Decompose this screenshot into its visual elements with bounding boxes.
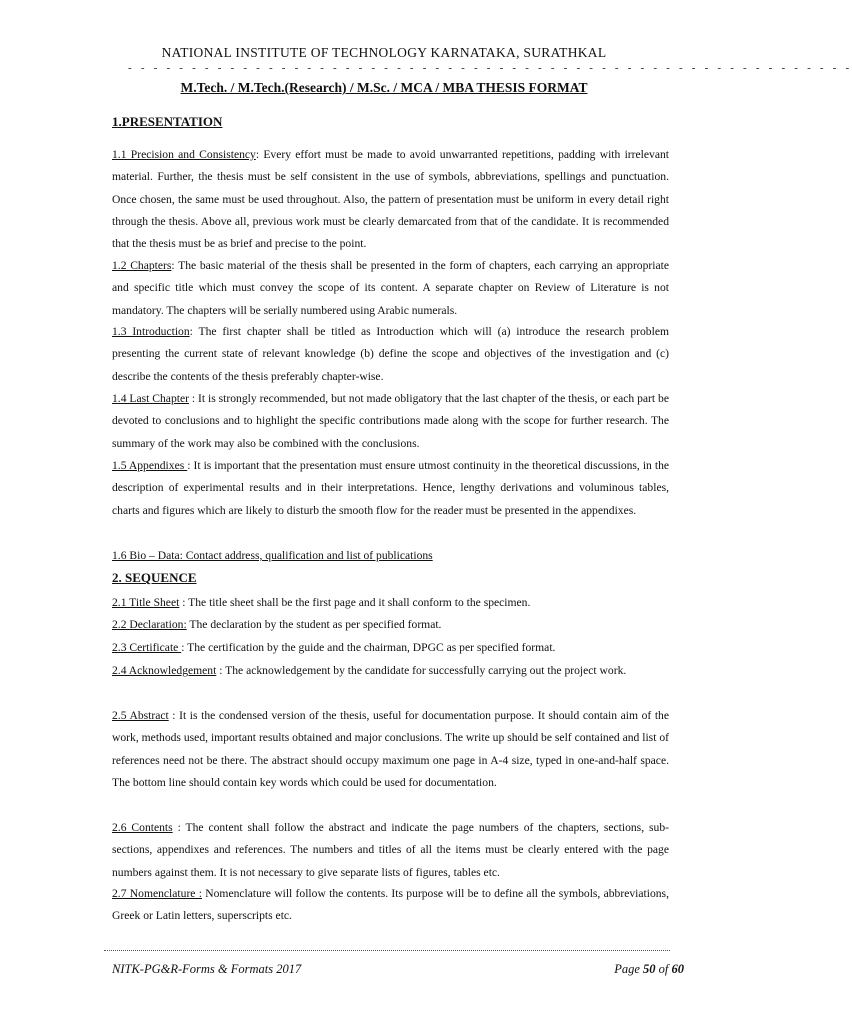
paragraph-2-6 (112, 817, 669, 884)
paragraph-label: 1.2 Chapters (112, 259, 172, 272)
paragraph-2-1 (112, 592, 669, 614)
paragraph-label: 1.6 Bio – Data: Contact address, qualification and list of publications (112, 549, 433, 562)
paragraph-text: The declaration by the student as per specified format. (189, 618, 442, 631)
paragraph-1-4 (112, 388, 669, 455)
paragraph-separator: : (216, 664, 226, 677)
paragraph-label: 2.4 Acknowledgement (112, 664, 217, 677)
paragraph-label: 2.2 Declaration: (112, 618, 187, 631)
paragraph-1-6 (112, 545, 669, 567)
paragraph-text: The acknowledgement by the candidate for successfully carrying out the project work. (225, 664, 627, 677)
header-dashed-rule: - - - - - - - - - - - - - - - - - - - - - - - - - - - - - - - - - - - - - - - - - - - - - - - - - - - - - - - - - (128, 62, 852, 74)
page-prefix: Page (614, 962, 644, 976)
footer-dotted-rule (104, 950, 670, 951)
page-of: of (655, 962, 672, 976)
document-title: M.Tech. / M.Tech.(Research) / M.Sc. / MCA / MBA THESIS FORMAT (180, 80, 588, 95)
paragraph-separator: : (171, 259, 179, 272)
paragraph-label: 2.5 Abstract (112, 709, 169, 722)
paragraph-1-1 (112, 144, 669, 255)
paragraph-label: 2.3 Certificate (112, 641, 182, 654)
paragraph-text: It is strongly recommended, but not made obligatory that the last chapter of the thesis, or each part be devoted to conclusions and to highlight the specific contributions made along with the scope for further research. The summary of the work may also be combined with the conclusions. (112, 392, 669, 450)
paragraph-separator: : (189, 325, 199, 338)
paragraph-text: Every effort must be made to avoid unwarranted repetitions, padding with irrelevant material. Further, the thesis must be self consistent in the use of symbols, abbreviations, spellings and punctuation. Once chosen, the same must be used throughout. Also, the pattern of presentation must be uniform in every detail right through the thesis. Above all, previous work must be clearly demarcated from that of the candidate. It is recommended that the thesis must be as brief and precise to the point. (112, 148, 669, 251)
paragraph-text: Nomenclature will follow the contents. Its purpose will be to define all the symbols, abbreviations, Greek or Latin letters, superscripts etc. (112, 887, 669, 923)
paragraph-separator: : (187, 459, 194, 472)
paragraph-text: It is important that the presentation must ensure utmost continuity in the theoretical discussions, in the description of experimental results and in their interpretations. Hence, lengthy derivations and voluminous tables, charts and figures which are likely to disturb the smooth flow for the reader must be presented in the appendixes. (112, 459, 670, 517)
section-heading-sequence: 2. SEQUENCE (112, 570, 197, 585)
paragraph-1-5 (112, 455, 669, 522)
paragraph-label: 1.3 Introduction (112, 325, 190, 338)
paragraph-label: 2.7 Nomenclature : (112, 887, 202, 900)
paragraph-text: It is the condensed version of the thesis, useful for documentation purpose. It should contain aim of the work, methods used, important results obtained and major conclusions. The write up should be self contained and list of references need not be there. The abstract should occupy maximum one page in A-4 size, typed in one-and-half space. The bottom line should contain key words which could be used for documentation. (112, 709, 669, 789)
institute-header: NATIONAL INSTITUTE OF TECHNOLOGY KARNATAKA, SURATHKAL (161, 45, 607, 60)
page-total: 60 (671, 962, 684, 976)
paragraph-separator: : (172, 821, 186, 834)
paragraph-text: The content shall follow the abstract and indicate the page numbers of the chapters, sections, sub-sections, appendixes and references. The numbers and titles of all the items must be clearly entered with the page numbers against them. It is not necessary to give separate lists of figures, tables etc. (112, 821, 669, 879)
footer-form-code: NITK-PG&R-Forms & Formats 2017 (112, 962, 302, 976)
paragraph-2-7 (112, 883, 669, 928)
paragraph-text: The first chapter shall be titled as Introduction which will (a) introduce the research problem presenting the current state of relevant knowledge (b) define the scope and objectives of the investigation and (c) describe the contents of the thesis preferably chapter-wise. (112, 325, 669, 383)
footer-page-indicator (614, 962, 684, 977)
paragraph-text: The certification by the guide and the chairman, DPGC as per specified format. (187, 641, 556, 654)
paragraph-2-4 (112, 660, 669, 682)
paragraph-separator: : (255, 148, 264, 161)
paragraph-2-5 (112, 705, 669, 794)
paragraph-separator: : (188, 392, 199, 405)
paragraph-2-2 (112, 614, 669, 636)
paragraph-label: 1.1 Precision and Consistency (112, 148, 256, 161)
paragraph-separator: : (168, 709, 180, 722)
paragraph-label: 2.6 Contents (112, 821, 173, 834)
paragraph-separator: : (181, 641, 188, 654)
paragraph-label: 1.5 Appendixes (112, 459, 188, 472)
paragraph-1-3 (112, 321, 669, 388)
paragraph-text: The basic material of the thesis shall be presented in the form of chapters, each carrying an appropriate and specific title which must convey the scope of its content. A separate chapter on Review of Literature is not mandatory. The chapters will be serially numbered using Arabic numerals. (112, 259, 669, 317)
paragraph-1-2 (112, 255, 669, 322)
paragraph-2-3 (112, 637, 669, 659)
paragraph-text: The title sheet shall be the first page and it shall conform to the specimen. (188, 596, 531, 609)
paragraph-separator: : (179, 596, 189, 609)
paragraph-label: 2.1 Title Sheet (112, 596, 180, 609)
page-number: 50 (643, 962, 656, 976)
paragraph-label: 1.4 Last Chapter (112, 392, 189, 405)
section-heading-presentation: 1.PRESENTATION (112, 114, 223, 129)
